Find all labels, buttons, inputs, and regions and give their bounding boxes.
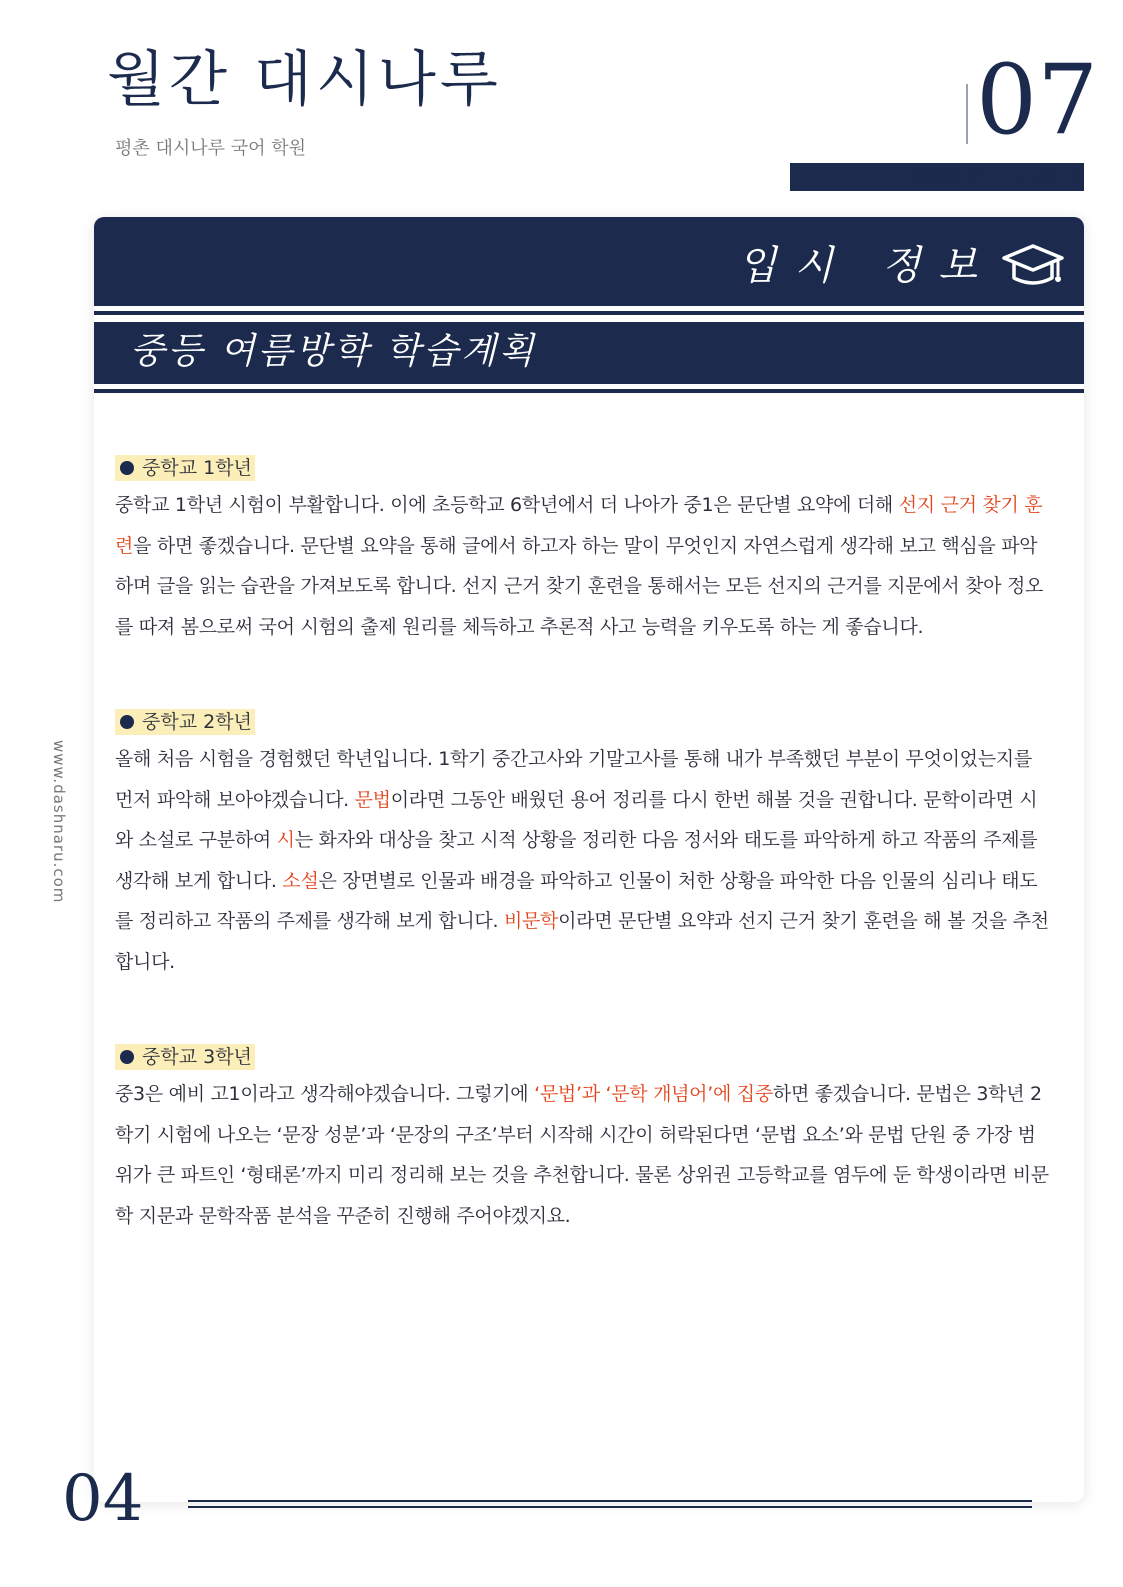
highlight-text: ‘문법’과 ‘문학 개념어’에 집중 — [534, 1083, 773, 1105]
highlight-text: 소설 — [282, 869, 319, 892]
article-body — [115, 455, 1050, 1244]
section-title: 입시 정보 — [737, 243, 995, 289]
footer-rule-bottom — [188, 1506, 1032, 1508]
grade-paragraph: 올해 처음 시험을 경험했던 학년입니다. 1학기 중간고사와 기말고사를 통해 내가 부족했던 부분이 무엇이었는지를 먼저 파악해 보아야겠습니다. 문법이라면 그동안 배웠던 용어 정리를 다시 한번 해볼 것을 권합니다. 문학이라면 시와 소설로 구분하여 시는 화자와 대상을 찾고 시적 상황을 정리한 다음 정서와 태도를 파악하게 하고 작품의 주제를 생각해 보게 합니다. 소설은 장면별로 인물과 배경을 파악하고 인물이 처한 상황을 파악한 다음 인물의 심리나 태도를 정리하고 작품의 주제를 생각해 보게 합니다. 비문학이라면 문단별 요약과 선지 근거 찾기 훈련을 해 볼 것을 추천합니다. — [115, 748, 1049, 973]
section-rule-bottom — [94, 389, 1084, 393]
highlight-text: 문법 — [354, 788, 391, 811]
magazine-title: 월간 대시나루 — [107, 45, 502, 115]
grade-paragraph: 중학교 1학년 시험이 부활합니다. 이에 초등학교 6학년에서 더 나아가 중1은 문단별 요약에 더해 선지 근거 찾기 훈련을 하면 좋겠습니다. 문단별 요약을 통해 글에서 하고자 하는 말이 무엇인지 자연스럽게 생각해 보고 핵심을 파악하며 글을 읽는 습관을 가져보도록 합니다. 선지 근거 찾기 훈련을 통해서는 모든 선지의 근거를 지문에서 찾아 정오를 따져 봄으로써 국어 시험의 출제 원리를 체득하고 추론적 사고 능력을 키우도록 하는 게 좋습니다. — [115, 494, 1044, 638]
highlight-text: 비문학 — [503, 910, 559, 932]
graduation-cap-icon — [1000, 238, 1066, 292]
footer-rule-top — [188, 1500, 1032, 1502]
grade-heading: 중학교 1학년 — [115, 455, 255, 481]
issue-date: 2024 / JUL vol.3 — [911, 167, 1083, 191]
grade-section-3 — [115, 1044, 1050, 1236]
grade-heading: 중학교 3학년 — [115, 1044, 255, 1070]
bullet-dot-icon — [120, 1050, 134, 1064]
highlight-text: 시 — [276, 829, 295, 851]
issue-number: 07 — [976, 44, 1099, 156]
grade-paragraph: 중3은 예비 고1이라고 생각해야겠습니다. 그렇기에 ‘문법’과 ‘문학 개념어’에 집중하면 좋겠습니다. 문법은 3학년 2학기 시험에 나오는 ‘문장 성분’과 ‘문장의 구조’부터 시작해 시간이 허락된다면 ‘문법 요소’와 문법 단원 중 가장 범위가 큰 파트인 ‘형태론’까지 미리 정리해 보는 것을 추천합니다. 물론 상위권 고등학교를 염두에 둔 학생이라면 비문학 지문과 문학작품 분석을 꾸준히 진행해 주어야겠지요. — [115, 1083, 1049, 1227]
site-url: www.dashnaru.com — [50, 740, 68, 904]
subsection-title: 중등 여름방학 학습계획 — [130, 331, 537, 372]
magazine-subtitle: 평촌 대시나루 국어 학원 — [115, 138, 307, 159]
grade-heading: 중학교 2학년 — [115, 709, 255, 735]
grade-section-1 — [115, 455, 1050, 647]
issue-divider — [966, 84, 968, 144]
highlight-text: 선지 근거 찾기 훈련 — [115, 494, 1043, 557]
grade-section-2 — [115, 709, 1050, 982]
page-number: 04 — [62, 1462, 144, 1536]
section-rule-top — [94, 311, 1084, 315]
bullet-dot-icon — [120, 461, 134, 475]
bullet-dot-icon — [120, 715, 134, 729]
